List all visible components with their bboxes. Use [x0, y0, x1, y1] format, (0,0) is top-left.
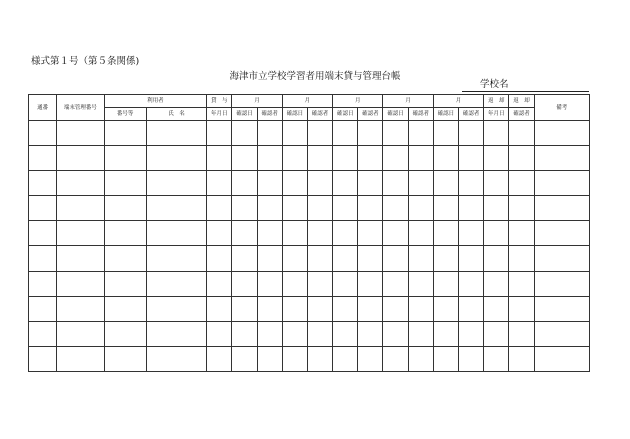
table-cell[interactable]	[57, 346, 104, 371]
table-row	[29, 121, 590, 146]
table-cell[interactable]	[257, 321, 282, 346]
table-cell[interactable]	[232, 121, 257, 146]
table-cell[interactable]	[57, 196, 104, 221]
ledger-table	[28, 94, 590, 372]
table-cell[interactable]	[282, 196, 307, 221]
header-lend: 貸 与	[207, 95, 232, 108]
table-cell[interactable]	[207, 321, 232, 346]
table-cell[interactable]	[146, 171, 206, 196]
ledger-body	[29, 121, 590, 372]
table-cell[interactable]	[433, 196, 458, 221]
table-cell[interactable]	[207, 171, 232, 196]
table-cell[interactable]	[57, 321, 104, 346]
table-cell[interactable]	[383, 221, 408, 246]
table-cell[interactable]	[57, 296, 104, 321]
header-user-name: 氏 名	[146, 108, 206, 121]
table-cell[interactable]	[358, 146, 383, 171]
table-cell[interactable]	[433, 346, 458, 371]
header-month-4: 月	[383, 95, 433, 108]
table-cell[interactable]	[333, 271, 358, 296]
table-cell[interactable]	[484, 146, 509, 171]
table-cell[interactable]	[307, 321, 332, 346]
table-cell[interactable]	[207, 296, 232, 321]
table-cell[interactable]	[257, 121, 282, 146]
table-cell[interactable]	[433, 171, 458, 196]
table-cell[interactable]	[307, 121, 332, 146]
table-cell[interactable]	[459, 121, 484, 146]
header-confirm-date-2: 確認日	[282, 108, 307, 121]
table-cell[interactable]	[207, 271, 232, 296]
table-cell[interactable]	[146, 121, 206, 146]
table-cell[interactable]	[433, 221, 458, 246]
table-cell[interactable]	[29, 296, 57, 321]
table-cell[interactable]	[534, 271, 589, 296]
header-return-2: 返 却	[509, 95, 534, 108]
table-cell[interactable]	[509, 171, 534, 196]
table-cell[interactable]	[29, 146, 57, 171]
header-number: 通番	[29, 95, 57, 121]
table-cell[interactable]	[459, 346, 484, 371]
table-cell[interactable]	[383, 271, 408, 296]
table-cell[interactable]	[484, 296, 509, 321]
table-cell[interactable]	[257, 146, 282, 171]
document-title: 海津市立学校学習者用端末貸与管理台帳	[229, 71, 401, 82]
table-cell[interactable]	[207, 121, 232, 146]
table-cell[interactable]	[57, 121, 104, 146]
table-cell[interactable]	[509, 121, 534, 146]
table-cell[interactable]	[146, 196, 206, 221]
table-cell[interactable]	[484, 221, 509, 246]
table-cell[interactable]	[358, 271, 383, 296]
table-cell[interactable]	[358, 346, 383, 371]
table-cell[interactable]	[358, 171, 383, 196]
table-cell[interactable]	[104, 321, 146, 346]
table-cell[interactable]	[307, 346, 332, 371]
table-cell[interactable]	[104, 296, 146, 321]
table-cell[interactable]	[282, 121, 307, 146]
header-confirmer-5: 確認者	[459, 108, 484, 121]
header-user: 利用者	[104, 95, 207, 108]
table-cell[interactable]	[383, 246, 408, 271]
table-cell[interactable]	[333, 171, 358, 196]
header-confirm-date-3: 確認日	[333, 108, 358, 121]
table-row	[29, 346, 590, 371]
header-confirm-date-1: 確認日	[232, 108, 257, 121]
table-cell[interactable]	[383, 146, 408, 171]
header-remarks: 備考	[534, 95, 589, 121]
table-cell[interactable]	[207, 196, 232, 221]
table-cell[interactable]	[358, 196, 383, 221]
table-cell[interactable]	[459, 146, 484, 171]
table-cell[interactable]	[358, 296, 383, 321]
table-cell[interactable]	[459, 271, 484, 296]
table-cell[interactable]	[29, 246, 57, 271]
table-cell[interactable]	[433, 271, 458, 296]
table-cell[interactable]	[408, 246, 433, 271]
table-cell[interactable]	[232, 196, 257, 221]
table-cell[interactable]	[57, 271, 104, 296]
table-cell[interactable]	[509, 146, 534, 171]
table-cell[interactable]	[307, 246, 332, 271]
header-confirmer-1: 確認者	[257, 108, 282, 121]
table-cell[interactable]	[104, 121, 146, 146]
table-cell[interactable]	[358, 221, 383, 246]
table-cell[interactable]	[104, 146, 146, 171]
table-cell[interactable]	[257, 296, 282, 321]
table-cell[interactable]	[257, 171, 282, 196]
table-cell[interactable]	[333, 296, 358, 321]
table-cell[interactable]	[358, 321, 383, 346]
table-cell[interactable]	[104, 346, 146, 371]
table-cell[interactable]	[232, 296, 257, 321]
table-cell[interactable]	[257, 271, 282, 296]
table-cell[interactable]	[29, 321, 57, 346]
header-return: 返 却	[484, 95, 509, 108]
table-cell[interactable]	[282, 246, 307, 271]
table-row	[29, 171, 590, 196]
table-cell[interactable]	[408, 296, 433, 321]
header-confirm-date-4: 確認日	[383, 108, 408, 121]
table-cell[interactable]	[408, 346, 433, 371]
table-cell[interactable]	[257, 346, 282, 371]
table-cell[interactable]	[282, 221, 307, 246]
header-month-5: 月	[433, 95, 483, 108]
table-cell[interactable]	[232, 346, 257, 371]
table-cell[interactable]	[333, 321, 358, 346]
header-terminal-id: 端末管理番号	[57, 95, 104, 121]
table-cell[interactable]	[408, 171, 433, 196]
table-cell[interactable]	[57, 221, 104, 246]
table-cell[interactable]	[383, 321, 408, 346]
table-cell[interactable]	[146, 271, 206, 296]
table-cell[interactable]	[146, 296, 206, 321]
table-cell[interactable]	[509, 246, 534, 271]
header-confirmer-2: 確認者	[307, 108, 332, 121]
table-cell[interactable]	[146, 246, 206, 271]
table-cell[interactable]	[307, 271, 332, 296]
table-cell[interactable]	[408, 121, 433, 146]
table-cell[interactable]	[146, 346, 206, 371]
table-cell[interactable]	[207, 346, 232, 371]
table-cell[interactable]	[257, 246, 282, 271]
table-cell[interactable]	[29, 221, 57, 246]
table-cell[interactable]	[433, 146, 458, 171]
table-cell[interactable]	[232, 321, 257, 346]
table-cell[interactable]	[484, 246, 509, 271]
table-cell[interactable]	[333, 246, 358, 271]
table-cell[interactable]	[307, 296, 332, 321]
table-cell[interactable]	[433, 121, 458, 146]
table-cell[interactable]	[146, 221, 206, 246]
table-cell[interactable]	[433, 246, 458, 271]
header-return-confirmer: 確認者	[509, 108, 534, 121]
table-cell[interactable]	[104, 246, 146, 271]
table-cell[interactable]	[484, 346, 509, 371]
table-cell[interactable]	[282, 271, 307, 296]
table-cell[interactable]	[207, 146, 232, 171]
table-cell[interactable]	[408, 146, 433, 171]
table-cell[interactable]	[408, 221, 433, 246]
table-cell[interactable]	[484, 321, 509, 346]
table-cell[interactable]	[383, 296, 408, 321]
header-lend-date: 年月日	[207, 108, 232, 121]
table-cell[interactable]	[257, 196, 282, 221]
table-cell[interactable]	[408, 196, 433, 221]
table-row	[29, 296, 590, 321]
table-cell[interactable]	[29, 346, 57, 371]
table-cell[interactable]	[383, 171, 408, 196]
table-cell[interactable]	[459, 321, 484, 346]
table-row	[29, 146, 590, 171]
table-cell[interactable]	[282, 321, 307, 346]
table-cell[interactable]	[29, 171, 57, 196]
table-cell[interactable]	[232, 171, 257, 196]
table-cell[interactable]	[29, 196, 57, 221]
table-cell[interactable]	[146, 146, 206, 171]
header-month-3: 月	[333, 95, 383, 108]
table-cell[interactable]	[257, 221, 282, 246]
table-row	[29, 221, 590, 246]
table-cell[interactable]	[534, 221, 589, 246]
table-cell[interactable]	[104, 221, 146, 246]
table-cell[interactable]	[484, 271, 509, 296]
table-cell[interactable]	[307, 171, 332, 196]
table-cell[interactable]	[104, 271, 146, 296]
table-cell[interactable]	[484, 121, 509, 146]
school-name-label: 学校名	[480, 79, 509, 90]
table-row	[29, 246, 590, 271]
table-cell[interactable]	[509, 296, 534, 321]
table-cell[interactable]	[534, 346, 589, 371]
table-cell[interactable]	[282, 146, 307, 171]
table-cell[interactable]	[232, 246, 257, 271]
table-cell[interactable]	[509, 346, 534, 371]
table-cell[interactable]	[307, 221, 332, 246]
header-month-2: 月	[282, 95, 332, 108]
header-return-date: 年月日	[484, 108, 509, 121]
table-cell[interactable]	[29, 121, 57, 146]
table-cell[interactable]	[307, 196, 332, 221]
table-cell[interactable]	[509, 196, 534, 221]
table-cell[interactable]	[408, 321, 433, 346]
table-cell[interactable]	[509, 321, 534, 346]
table-cell[interactable]	[484, 171, 509, 196]
table-cell[interactable]	[433, 321, 458, 346]
table-cell[interactable]	[383, 121, 408, 146]
header-confirmer-4: 確認者	[408, 108, 433, 121]
table-cell[interactable]	[358, 246, 383, 271]
header-confirm-date-5: 確認日	[433, 108, 458, 121]
table-cell[interactable]	[459, 221, 484, 246]
table-cell[interactable]	[534, 246, 589, 271]
table-cell[interactable]	[333, 346, 358, 371]
table-row	[29, 271, 590, 296]
table-cell[interactable]	[104, 196, 146, 221]
table-cell[interactable]	[534, 171, 589, 196]
table-cell[interactable]	[509, 271, 534, 296]
table-cell[interactable]	[358, 121, 383, 146]
table-cell[interactable]	[29, 271, 57, 296]
table-cell[interactable]	[232, 146, 257, 171]
table-cell[interactable]	[307, 146, 332, 171]
table-cell[interactable]	[459, 171, 484, 196]
table-cell[interactable]	[534, 121, 589, 146]
table-cell[interactable]	[534, 296, 589, 321]
table-cell[interactable]	[459, 196, 484, 221]
table-cell[interactable]	[207, 246, 232, 271]
table-cell[interactable]	[333, 146, 358, 171]
header-user-id: 番号等	[104, 108, 146, 121]
header-month-1: 月	[232, 95, 282, 108]
table-row	[29, 321, 590, 346]
table-cell[interactable]	[232, 271, 257, 296]
table-cell[interactable]	[282, 346, 307, 371]
table-cell[interactable]	[333, 196, 358, 221]
table-cell[interactable]	[232, 221, 257, 246]
table-cell[interactable]	[282, 296, 307, 321]
table-cell[interactable]	[282, 171, 307, 196]
form-label: 様式第１号（第５条関係)	[31, 56, 140, 67]
table-cell[interactable]	[57, 146, 104, 171]
table-cell[interactable]	[459, 246, 484, 271]
school-name-field[interactable]	[462, 79, 589, 92]
table-cell[interactable]	[484, 196, 509, 221]
table-cell[interactable]	[534, 146, 589, 171]
table-cell[interactable]	[534, 196, 589, 221]
header-confirmer-3: 確認者	[358, 108, 383, 121]
table-cell[interactable]	[534, 321, 589, 346]
table-cell[interactable]	[509, 221, 534, 246]
table-cell[interactable]	[383, 346, 408, 371]
table-cell[interactable]	[57, 171, 104, 196]
table-cell[interactable]	[459, 296, 484, 321]
table-cell[interactable]	[207, 221, 232, 246]
table-cell[interactable]	[333, 221, 358, 246]
table-cell[interactable]	[333, 121, 358, 146]
table-cell[interactable]	[57, 246, 104, 271]
table-row	[29, 196, 590, 221]
table-cell[interactable]	[408, 271, 433, 296]
table-cell[interactable]	[146, 321, 206, 346]
table-cell[interactable]	[104, 171, 146, 196]
table-cell[interactable]	[383, 196, 408, 221]
table-cell[interactable]	[433, 296, 458, 321]
